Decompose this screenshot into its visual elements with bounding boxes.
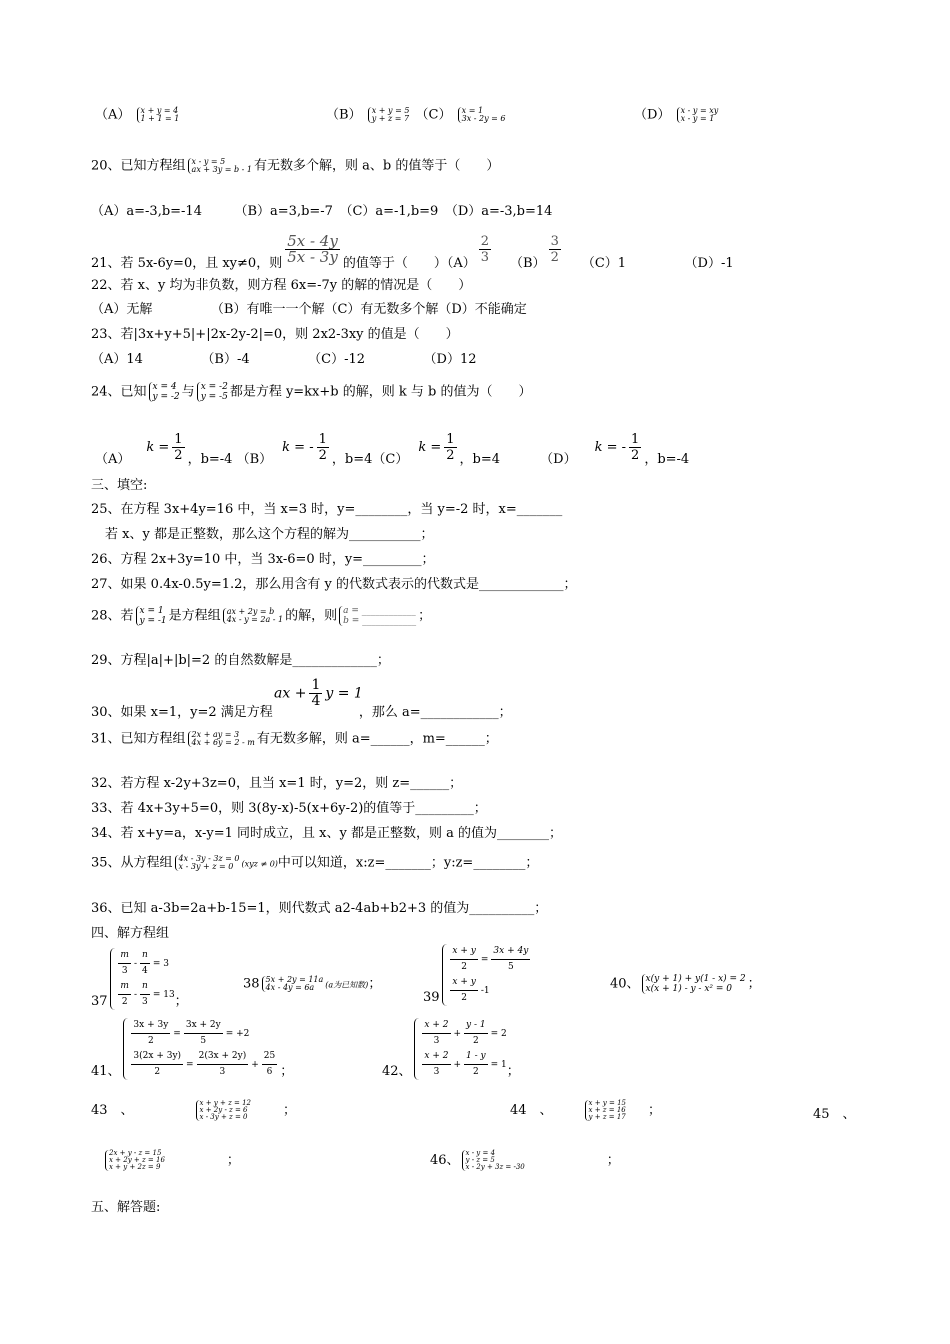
q28-solution: x = 1 y = -1 [136, 606, 167, 626]
q45-system: 2x + y - z = 15 x + 2y + z = 16 x + y + 2z = 9 ； [103, 1150, 240, 1171]
q40-equations: x(y + 1) + y(1 - x) = 2 x(x + 1) - y - x² = 0 [642, 974, 746, 994]
q31: 31、已知方程组 2x + ay = 3 4x + 6y = 2 - m 有无数多解，则 a=______，m=______； [91, 730, 498, 747]
q44-equations: x + y = 15 x + z = 16 y + z = 17 [585, 1100, 626, 1121]
q41-system: 41、 $\frac{3x + 3y}{2}$ = $\frac{3x + 2y}{5}$ = +2 $\frac{3(2x + 3y)}{2}$ = $\frac{2(3x + 2y)}{3}$ + $\frac{25}{6}$ ； [91, 1020, 294, 1079]
q34: 34、若 x+y=a，x-y=1 同时成立，且 x、y 都是正整数，则 a 的值为________； [91, 826, 562, 841]
q31-system: 2x + ay = 3 4x + 6y = 2 - m [188, 731, 255, 747]
q27: 27、如果 0.4x-0.5y=1.2，那么用含有 y 的代数式表示的代数式是_____________； [91, 577, 577, 592]
q38-system: 38 5x + 2y = 11a 4x - 4y = 6a (a为已知数)； [243, 975, 382, 992]
q19-d-system: x - y = xy x - y = 1 [677, 107, 719, 123]
q42-system: 42、 $\frac{x + 2}{3}$ + $\frac{y - 1}{2}$ = 2 $\frac{x + 2}{3}$ + $\frac{1 - y}{2}$ = 1 ； [382, 1020, 520, 1079]
section-4-heading: 四、解方程组 [91, 926, 170, 941]
q19-option-b: （B） x + y = 5 y + z = 7 （C） x = 1 3x - 2y = 6 [326, 106, 506, 123]
q24-options: （A）k = $\frac{1}{2}$ ，b=-4 （B）k = - $\frac{1}{2}$ ，b=4（C）k = $\frac{1}{2}$ ，b=4 （D）k = - $\frac{1}{2}$ ，b=-4 [95, 432, 690, 467]
q38-equations: 5x + 2y = 11a 4x - 4y = 6a [262, 976, 324, 992]
q28: 28、若 x = 1 y = -1 是方程组 ax + 2y = b 4x - y = 2a - 1 的解，则 a = ____________ b = ____________ ； [91, 606, 432, 626]
q25-line1: 25、在方程 3x+4y=16 中，当 x=3 时，y=________，当 y=-2 时，x=_______ [91, 502, 563, 517]
q21-stem: 21、若 5x-6y=0，且 xy≠0，则 $\frac{5x - 4y}{5x - 3y}$ 的值等于（ ）（A） $\frac{2}{3}$ （B） $\frac{3}{2}$ （C）1 （D）-1 [91, 232, 734, 271]
q24-b-fraction: $\frac{1}{2}$ [318, 432, 327, 463]
q45-equations: 2x + y - z = 15 x + 2y + z = 16 x + y + 2z = 9 [105, 1150, 165, 1171]
q19-b-system: x + y = 5 y + z = 7 [368, 107, 410, 123]
q44-system: 44 、 x + y = 15 x + z = 16 y + z = 17 ； [510, 1099, 662, 1121]
q28-system: ax + 2y = b 4x - y = 2a - 1 [223, 608, 283, 624]
section-3-heading: 三、填空: [91, 478, 148, 493]
q35-system: 4x - 3y - 3z = 0 x - 3y + z = 0 [175, 855, 240, 871]
q36: 36、已知 a-3b=2a+b-15=1，则代数式 a2-4ab+b2+3 的值为__________； [91, 901, 548, 916]
q37-system: 37 $\frac{m}{3}$ - $\frac{n}{4}$ = 3 $\frac{m}{2}$ - $\frac{n}{3}$ = 13 ； [91, 950, 188, 1009]
q24-d-fraction: $\frac{1}{2}$ [631, 432, 640, 463]
q22-options: （A）无解 （B）有唯一一个解（C）有无数多个解（D）不能确定 [91, 302, 527, 317]
q19-c-system: x = 1 3x - 2y = 6 [458, 107, 506, 123]
q23-options: （A）14 （B）-4 （C）-12 （D）12 [91, 352, 477, 367]
q46-system: 46、 x - y = 4 y - z = 5 x - 2y + 3z = -30 ； [430, 1149, 620, 1171]
q40-system: 40、 x(y + 1) + y(1 - x) = 2 x(x + 1) - y - x² = 0 ； [610, 974, 761, 994]
q43-system: 43 、 x + y + z = 12 x + 2y - z = 6 x - 3y + z = 0 ； [91, 1099, 297, 1121]
q30-fraction: $\frac{1}{4}$ [311, 677, 321, 709]
q22-stem: 22、若 x、y 均为非负数，则方程 6x=-7y 的解的情况是（ ） [91, 278, 472, 293]
q19-a-system: x + y = 4 1 + 1 = 1 [137, 107, 180, 123]
q19-option-d: （D） x - y = xy x - y = 1 [634, 106, 719, 123]
q29: 29、方程|a|+|b|=2 的自然数解是_____________； [91, 653, 390, 668]
q43-equations: x + y + z = 12 x + 2y - z = 6 x - 3y + z = 0 [196, 1100, 251, 1121]
q25-line2: 若 x、y 都是正整数，那么这个方程的解为___________； [105, 527, 434, 542]
q24-c-fraction: $\frac{1}{2}$ [446, 432, 455, 463]
q33: 33、若 4x+3y+5=0，则 3(8y-x)-5(x+6y-2)的值等于_________； [91, 801, 487, 816]
q24-solution-1: x = 4 y = -2 [149, 382, 180, 402]
q28-answer-system: a = ____________ b = ____________ [339, 606, 416, 626]
q45-label: 45 、 [813, 1107, 856, 1122]
section-5-heading: 五、解答题: [91, 1200, 161, 1215]
q32: 32、若方程 x-2y+3z=0，且当 x=1 时，y=2，则 z=______； [91, 776, 463, 791]
q23-stem: 23、若|3x+y+5|+|2x-2y-2|=0，则 2x2-3xy 的值是（ ） [91, 327, 459, 342]
q21-option-a-fraction: $\frac{2}{3}$ [480, 234, 489, 265]
q21-fraction: $\frac{5x - 4y}{5x - 3y}$ [287, 232, 338, 266]
q30: 30、如果 x=1，y=2 满足方程 ，那么 a=____________； [91, 705, 512, 720]
q19-options: （A） x + y = 4 1 + 1 = 1 [95, 106, 180, 123]
q46-equations: x - y = 4 y - z = 5 x - 2y + 3z = -30 [462, 1150, 525, 1171]
q24-a-fraction: $\frac{1}{2}$ [174, 432, 183, 463]
q21-option-b-fraction: $\frac{3}{2}$ [550, 234, 559, 265]
q26: 26、方程 2x+3y=10 中，当 3x-6=0 时，y=_________； [91, 552, 435, 567]
q20-system: x - y = 5 ax + 3y = b - 1 [188, 158, 252, 174]
q24-solution-2: x = -2 y = -5 [197, 382, 228, 402]
q20-stem: 20、已知方程组 x - y = 5 ax + 3y = b - 1 有无数多个解，则 a、b 的值等于（ ） [91, 157, 500, 174]
q39-system: 39 $\frac{x + y}{2}$ = $\frac{3x + 4y}{5}$ $\frac{x + y}{2}$ -1 [423, 944, 533, 1006]
q24-stem: 24、已知 x = 4 y = -2 与 x = -2 y = -5 都是方程 y=kx+b 的解，则 k 与 b 的值为（ ） [91, 382, 532, 402]
q35: 35、从方程组 4x - 3y - 3z = 0 x - 3y + z = 0 (xyz ≠ 0)中可以知道，x:z=_______；y:z=________； [91, 854, 539, 871]
q20-options: （A）a=-3,b=-14 （B）a=3,b=-7 （C）a=-1,b=9 （D）a=-3,b=14 [91, 204, 553, 219]
q30-equation: ax + $\frac{1}{4}$ y = 1 [274, 677, 363, 709]
